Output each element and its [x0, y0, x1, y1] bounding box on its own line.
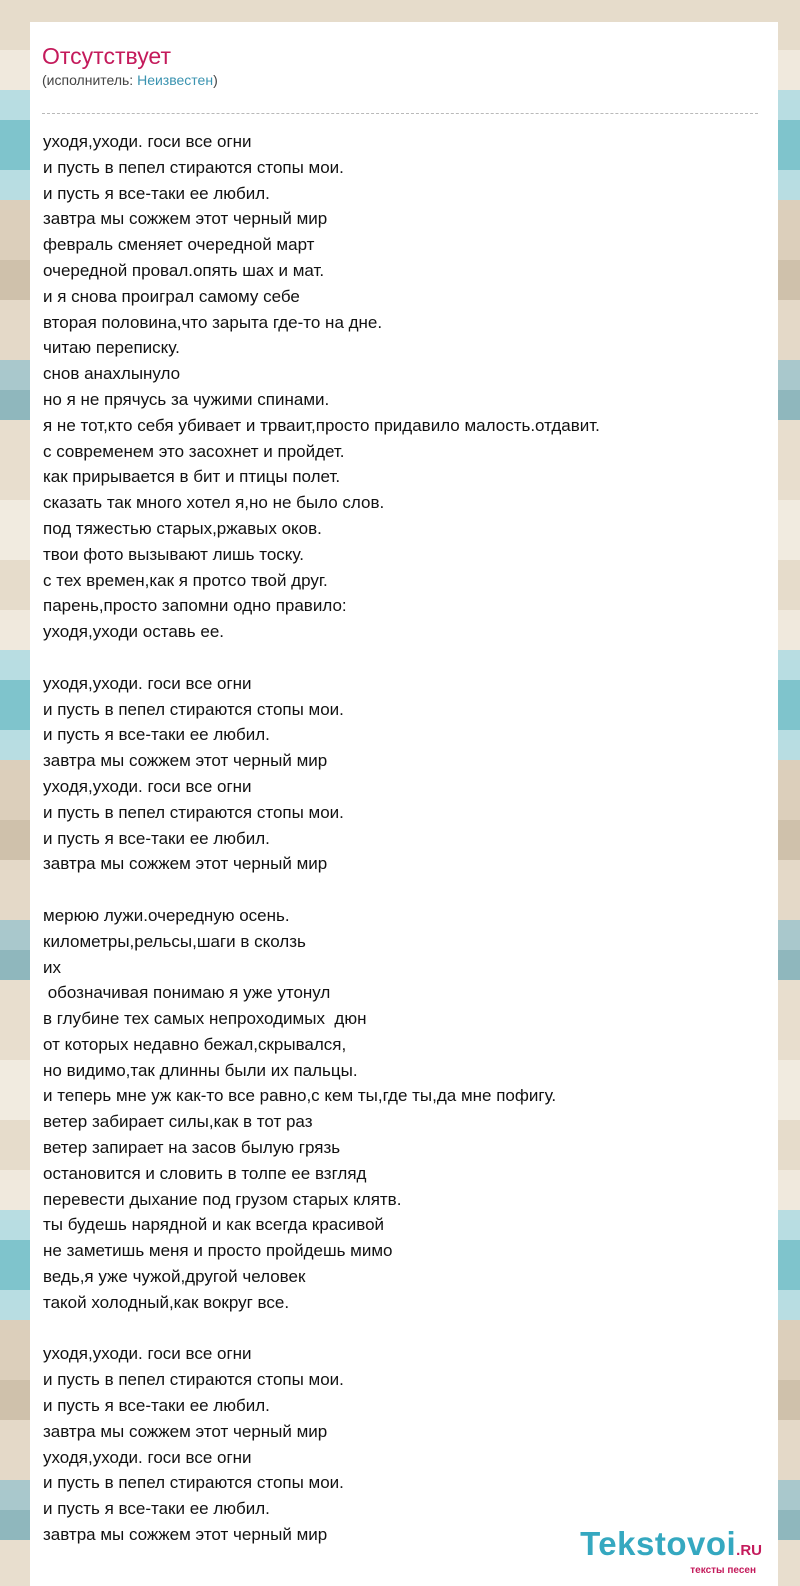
- lyric-line: с современем это засохнет и пройдет.: [43, 441, 345, 461]
- lyric-line: их: [43, 957, 61, 977]
- lyric-line: ветер запирает на засов былую грязь: [43, 1138, 341, 1158]
- lyric-line: перевести дыхание под грузом старых клятв.: [43, 1189, 402, 1209]
- lyric-line: в глубине тех самых непроходимых дюн: [43, 1009, 367, 1029]
- lyric-line: завтра мы сожжем этот черный мир: [43, 1525, 328, 1545]
- lyric-line: очередной провал.опять шах и мат.: [43, 260, 325, 280]
- logo-tld: .RU: [736, 1542, 762, 1559]
- logo-name: Tekstovoi: [580, 1525, 737, 1562]
- lyric-line: но видимо,так длинны были их пальцы.: [43, 1060, 358, 1080]
- lyric-line: километры,рельсы,шаги в сколзь: [43, 931, 306, 951]
- lyric-blank-line: [43, 877, 763, 903]
- lyric-line: завтра мы сожжем этот черный мир: [43, 1421, 328, 1441]
- performer-prefix: (исполнитель:: [42, 72, 138, 88]
- lyric-line: завтра мы сожжем этот черный мир: [43, 854, 328, 874]
- lyric-line: завтра мы сожжем этот черный мир: [43, 209, 328, 229]
- lyric-line: и пусть я все-таки ее любил.: [43, 183, 270, 203]
- song-header: [42, 42, 758, 89]
- lyric-line: уходя,уходи. госи все огни: [43, 132, 252, 151]
- performer-suffix: ): [213, 72, 218, 88]
- lyric-line: уходя,уходи оставь ее.: [43, 622, 225, 642]
- lyric-line: но я не прячусь за чужими спинами.: [43, 389, 330, 409]
- lyric-line: сказать так много хотел я,но не было слов.: [43, 493, 385, 513]
- lyric-line: и пусть в пепел стираются стопы мои.: [43, 1473, 344, 1493]
- lyric-line: и я снова проиграл самому себе: [43, 286, 300, 306]
- site-logo[interactable]: [580, 1527, 762, 1576]
- lyric-line: ветер забирает силы,как в тот раз: [43, 1112, 313, 1132]
- lyric-line: уходя,уходи. госи все огни: [43, 776, 252, 796]
- lyric-line: обозначивая понимаю я уже утонул: [43, 983, 331, 1003]
- lyric-line: вторая половина,что зарыта где-то на дне.: [43, 312, 383, 332]
- performer-line: [42, 71, 758, 89]
- lyric-line: такой холодный,как вокруг все.: [43, 1292, 290, 1312]
- lyric-line: и пусть я все-таки ее любил.: [43, 1499, 270, 1519]
- lyric-line: уходя,уходи. госи все огни: [43, 673, 252, 693]
- logo-wordmark: [580, 1527, 762, 1568]
- lyric-line: и пусть я все-таки ее любил.: [43, 1396, 270, 1416]
- lyric-line: снов анахлынуло: [43, 364, 181, 384]
- lyric-line: как прирывается в бит и птицы полет.: [43, 467, 341, 487]
- lyric-line: и пусть в пепел стираются стопы мои.: [43, 802, 344, 822]
- lyric-line: мерюю лужи.очередную осень.: [43, 905, 290, 925]
- lyric-line: февраль сменяет очередной март: [43, 235, 315, 255]
- lyric-line: не заметишь меня и просто пройдешь мимо: [43, 1241, 393, 1261]
- lyric-blank-line: [43, 645, 763, 671]
- performer-link[interactable]: Неизвестен: [137, 72, 214, 88]
- lyric-line: остановится и словить в толпе ее взгляд: [43, 1163, 367, 1183]
- lyrics-page: [30, 22, 778, 1586]
- lyric-line: и пусть в пепел стираются стопы мои.: [43, 1370, 344, 1390]
- lyric-line: уходя,уходи. госи все огни: [43, 1344, 252, 1364]
- lyric-line: под тяжестью старых,ржавых оков.: [43, 518, 322, 538]
- lyric-blank-line: [43, 1316, 763, 1342]
- lyric-line: твои фото вызывают лишь тоску.: [43, 544, 304, 564]
- lyric-line: и пусть в пепел стираются стопы мои.: [43, 157, 344, 177]
- lyric-line: и пусть в пепел стираются стопы мои.: [43, 699, 344, 719]
- lyric-line: с тех времен,как я протсо твой друг.: [43, 570, 328, 590]
- lyric-line: завтра мы сожжем этот черный мир: [43, 751, 328, 771]
- lyric-line: и пусть я все-таки ее любил.: [43, 725, 270, 745]
- lyric-line: уходя,уходи. госи все огни: [43, 1447, 252, 1467]
- lyrics-text: [43, 129, 763, 1548]
- lyric-line: читаю переписку.: [43, 338, 180, 358]
- lyric-line: ведь,я уже чужой,другой человек: [43, 1267, 306, 1287]
- lyric-line: ты будешь нарядной и как всегда красивой: [43, 1215, 385, 1235]
- logo-tagline: тексты песен: [690, 1565, 756, 1576]
- lyric-line: и теперь мне уж как-то все равно,с кем ты,где ты,да мне пофигу.: [43, 1086, 557, 1106]
- song-title: Отсутствует: [42, 43, 171, 69]
- header-divider: [42, 113, 758, 114]
- lyric-line: от которых недавно бежал,скрывался,: [43, 1034, 347, 1054]
- lyric-line: я не тот,кто себя убивает и трваит,просто придавило малость.отдавит.: [43, 415, 600, 435]
- lyric-line: парень,просто запомни одно правило:: [43, 596, 347, 616]
- lyric-line: и пусть я все-таки ее любил.: [43, 828, 270, 848]
